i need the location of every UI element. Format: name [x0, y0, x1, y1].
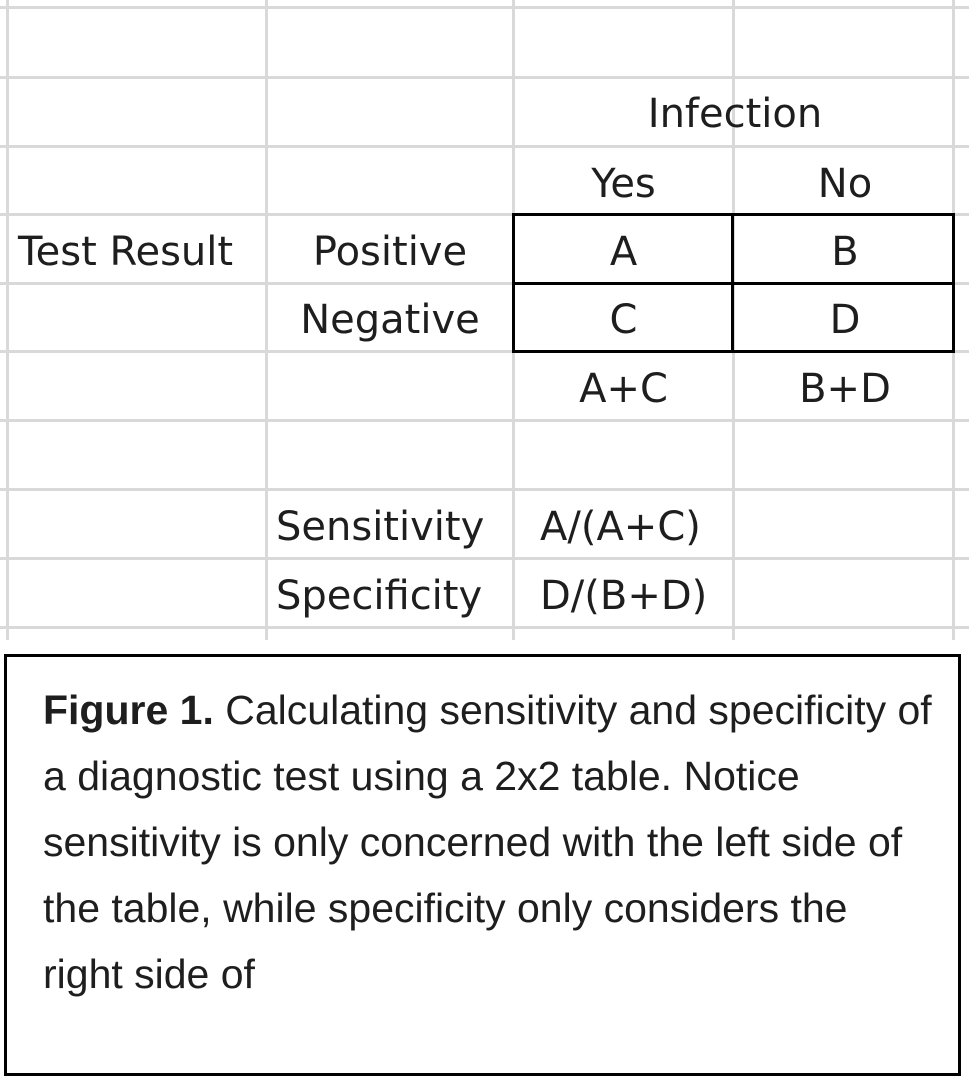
figure-caption [43, 677, 933, 1007]
figure-caption-box [4, 654, 961, 1076]
cell-a: A [609, 229, 638, 275]
gridline [0, 6, 969, 9]
gridline [0, 557, 969, 560]
sensitivity-label: Sensitivity [276, 504, 485, 550]
infection-header: Infection [647, 91, 823, 137]
gridline [0, 76, 969, 79]
specificity-label: Specificity [276, 573, 483, 619]
cell-d: D [829, 297, 861, 343]
col-header-yes: Yes [591, 161, 656, 207]
gridline [0, 419, 969, 422]
col-header-no: No [817, 161, 873, 207]
caption-body: Calculating sensitivity and specificity of a diagnostic test using a 2x2 table. Notice sensitivity is only concerned with the left side of the table, while specificity only considers the right side of [43, 687, 932, 997]
gridline [6, 0, 9, 640]
row-group-label: Test Result [18, 229, 234, 275]
row-label-positive: Positive [312, 229, 468, 275]
sum-right: B+D [799, 366, 891, 412]
sum-left: A+C [579, 366, 668, 412]
row-label-negative: Negative [300, 297, 480, 343]
gridline [0, 488, 969, 491]
sensitivity-formula: A/(A+C) [540, 504, 701, 550]
gridline [0, 626, 969, 629]
specificity-formula: D/(B+D) [540, 573, 708, 619]
cell-b: B [831, 229, 859, 275]
cell-c: C [609, 297, 638, 343]
gridline [0, 145, 969, 148]
caption-label: Figure 1. [43, 687, 214, 733]
